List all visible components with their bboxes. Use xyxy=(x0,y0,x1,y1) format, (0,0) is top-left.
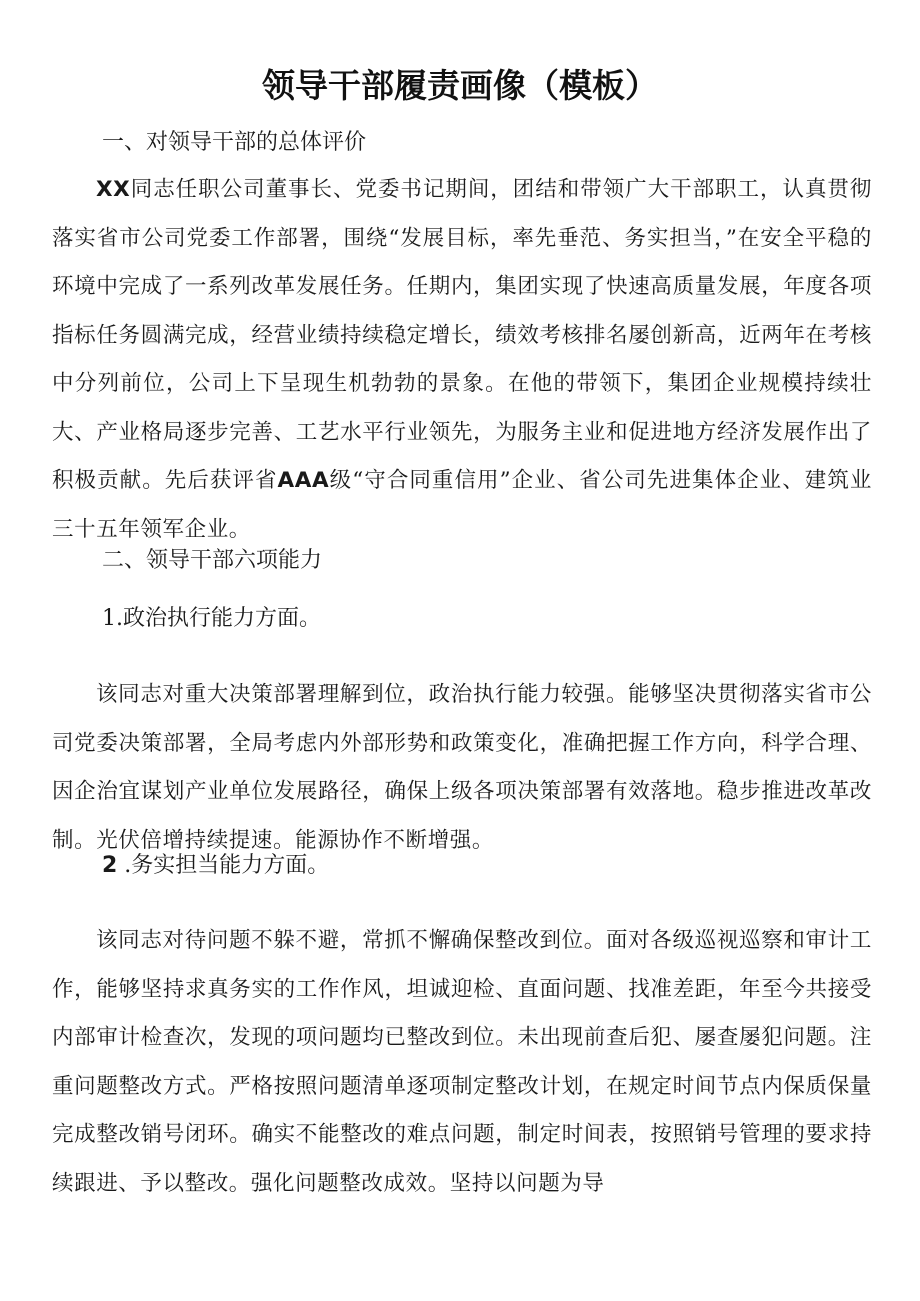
paragraph-text-part2: 级“守合同重信用”企业、省公司先进集体企业、建筑业三十五年领军企业。 xyxy=(52,468,872,542)
credit-rating: AAA xyxy=(277,468,330,493)
item-2-heading xyxy=(102,850,329,882)
item-2-number: 2 xyxy=(102,853,118,878)
item-1-paragraph: 该同志对重大决策部署理解到位，政治执行能力较强。能够坚决贯彻落实省市公司党委决策部署，全局考虑内外部形势和政策变化，准确把握工作方向，科学合理、因企治宜谋划产业单位发展路径，确保上级各项决策部署有效落地。稳步推进改革改制。光伏倍增持续提速。能源协作不断增强。 xyxy=(52,682,872,853)
overall-evaluation-paragraph xyxy=(52,166,872,554)
item-2-heading-text: .务实担当能力方面。 xyxy=(117,853,330,878)
section-1-heading: 一、对领导干部的总体评价 xyxy=(102,130,367,155)
paragraph-text-part1: 同志任职公司董事长、党委书记期间，团结和带领广大干部职工，认真贯彻落实省市公司党委工作部署，围绕“发展目标，率先垂范、务实担当，”在安全平稳的环境中完成了一系列改革发展任务。任期内，集团实现了快速高质量发展，年度各项指标任务圆满完成，经营业绩持续稳定增长，绩效考核排名屡创新高，近两年在考核中分列前位，公司上下呈现生机勃勃的景象。在他的带领下，集团企业规模持续壮大、产业格局逐步完善、工艺水平行业领先，为服务主业和促进地方经济发展作出了积极贡献。先后获评省 xyxy=(52,177,872,493)
item-2-paragraph: 该同志对待问题不躲不避，常抓不懈确保整改到位。面对各级巡视巡察和审计工作，能够坚持求真务实的工作作风，坦诚迎检、直面问题、找准差距，年至今共接受内部审计检查次，发现的项问题均已整改到位。未出现前查后犯、屡查屡犯问题。注重问题整改方式。严格按照问题清单逐项制定整改计划，在规定时间节点内保质保量完成整改销号闭环。确实不能整改的难点问题，制定时间表，按照销号管理的要求持续跟进、予以整改。强化问题整改成效。坚持以问题为导 xyxy=(52,928,872,1196)
document-title: 领导干部履责画像（模板） xyxy=(262,66,658,105)
item-1-heading: 1.政治执行能力方面。 xyxy=(102,606,321,631)
section-2-heading: 二、领导干部六项能力 xyxy=(102,548,323,573)
name-placeholder: XX xyxy=(96,177,131,202)
